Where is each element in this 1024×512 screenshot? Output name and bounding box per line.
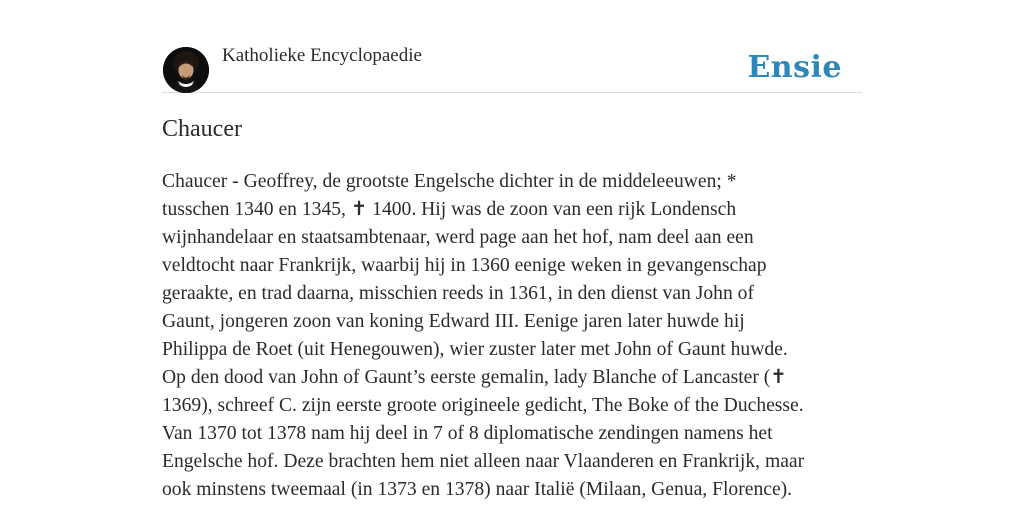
article-line: 1369), schreef C. zijn eerste groote origineele gedicht, The Boke of the Duchesse. [162,395,804,416]
article-line: tusschen 1340 en 1345, ✝ 1400. Hij was de zoon van een rijk Londensch [162,199,737,220]
site-header [162,0,862,93]
article-line: geraakte, en trad daarna, misschien reeds in 1361, in den dienst van John of [162,283,754,304]
article-line: ook minstens tweemaal (in 1373 en 1378) naar Italië (Milaan, Genua, Florence). [162,479,793,500]
article-line: Op den dood van John of Gaunt’s eerste gemalin, lady Blanche of Lancaster (✝ [162,367,787,388]
page-title: Chaucer [162,116,242,142]
page [162,0,862,512]
article-line: Van 1370 tot 1378 nam hij deel in 7 of 8 diplomatische zendingen namens het [162,423,773,444]
article-line: wijnhandelaar en staatsambtenaar, werd page aan het hof, nam deel aan een [162,227,754,248]
site-name[interactable]: Katholieke Encyclopaedie [222,45,422,66]
article-line: Chaucer - Geoffrey, de grootste Engelsche dichter in de middeleeuwen; * [162,171,737,192]
brand-logo[interactable]: Ensie [747,50,842,85]
article-line: Gaunt, jongeren zoon van koning Edward III. Eenige jaren later huwde hij [162,311,745,332]
article-line: Philippa de Roet (uit Henegouwen), wier zuster later met John of Gaunt huwde. [162,339,788,360]
article-line: Engelsche hof. Deze brachten hem niet alleen naar Vlaanderen en Frankrijk, maar [162,451,805,472]
article-body [162,168,862,504]
portrait-avatar-icon[interactable] [163,47,209,93]
article-line: veldtocht naar Frankrijk, waarbij hij in 1360 eenige weken in gevangenschap [162,255,767,276]
